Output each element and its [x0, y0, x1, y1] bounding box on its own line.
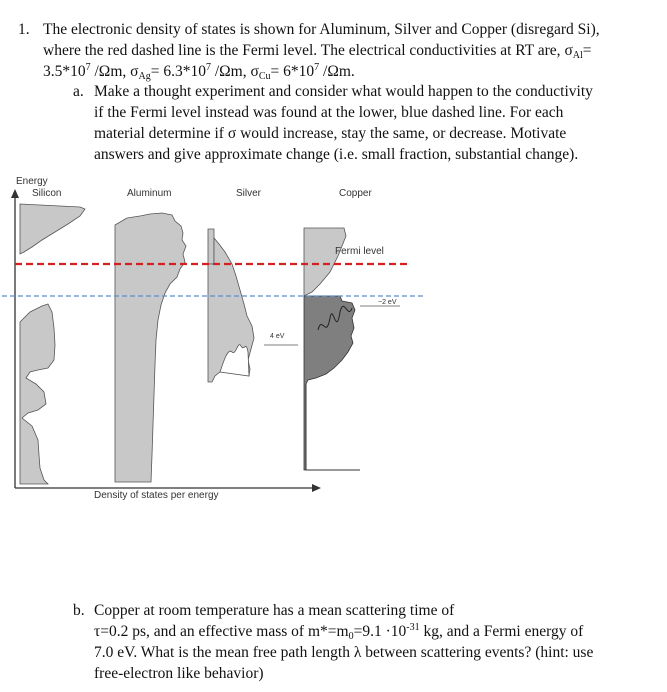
question-text-line-1: The electronic density of states is shown for Aluminum, Silver and Copper (disregard Si), [43, 21, 600, 38]
silver-dos-top [208, 229, 214, 264]
energy-axis-arrow [11, 189, 19, 198]
sigma-ag-symbol: σ [130, 63, 139, 80]
sigma-cu-symbol: σ [250, 63, 259, 80]
part-b-label: b. [73, 602, 85, 619]
energy-axis-label: Energy [16, 176, 48, 187]
sigma-al-equals: = [582, 42, 592, 59]
m0-subscript: 0 [348, 631, 354, 642]
aluminum-label: Aluminum [127, 188, 172, 199]
copper-dos-light [304, 228, 346, 296]
sigma-al-symbol: σ [564, 42, 573, 59]
cu-exponent: 7 [314, 62, 320, 73]
sigma-cu-subscript: Cu [258, 71, 271, 82]
part-a-line-4: answers and give approximate change (i.e. small fraction, substantial change). [94, 146, 579, 163]
copper-label: Copper [339, 188, 372, 199]
part-a-line-3: material determine if σ would increase, stay the same, or decrease. Motivate [94, 125, 567, 142]
ag-exponent: 7 [205, 62, 211, 73]
al-conductivity-value: 3.5*10 [43, 63, 86, 80]
part-a-line-1: Make a thought experiment and consider what would happen to the conductivity [94, 83, 593, 100]
part-b-line-3: 7.0 eV. What is the mean free path length λ between scattering events? (hint: use [94, 644, 594, 661]
question-number: 1. [18, 21, 30, 38]
part-a-label: a. [73, 83, 84, 100]
cu-unit: /Ωm. [319, 63, 355, 80]
cu-width-label: ~2 eV [378, 299, 397, 306]
aluminum-dos [115, 213, 186, 482]
silicon-dos-lower [20, 304, 55, 484]
al-exponent: 7 [85, 62, 91, 73]
al-unit: /Ωm, [90, 63, 131, 80]
sigma-ag-subscript: Ag [138, 71, 151, 82]
question-text-line-2-main: where the red dashed line is the Fermi level. The electrical conductivities at RT are, [43, 42, 565, 59]
part-b-line-2-a: τ=0.2 ps, and an effective mass of m*=m [94, 623, 349, 640]
part-b-line-4: free-electron like behavior) [94, 665, 264, 682]
cu-conductivity-value: = 6*10 [270, 63, 315, 80]
sigma-al-subscript: Al [572, 50, 583, 61]
part-b-line-2 [94, 622, 583, 642]
part-b-line-2-b: =9.1 ·10 [353, 623, 407, 640]
mass-exponent: -31 [406, 622, 420, 633]
silicon-dos-upper [20, 204, 85, 254]
silicon-label: Silicon [32, 188, 62, 199]
ag-unit: /Ωm, [210, 63, 251, 80]
ag-conductivity-value: = 6.3*10 [150, 63, 206, 80]
ag-width-label: 4 eV [270, 333, 285, 340]
part-a-line-2: if the Fermi level instead was found at the lower, blue dashed line. For each [94, 104, 564, 121]
density-axis-label: Density of states per energy [94, 490, 219, 501]
silver-label: Silver [236, 188, 262, 199]
part-b-line-1: Copper at room temperature has a mean scattering time of [94, 602, 455, 619]
fermi-level-label: Fermi level [335, 246, 384, 257]
density-axis-arrow [312, 484, 321, 492]
part-b-line-2-c: kg, and a Fermi energy of [419, 623, 584, 640]
